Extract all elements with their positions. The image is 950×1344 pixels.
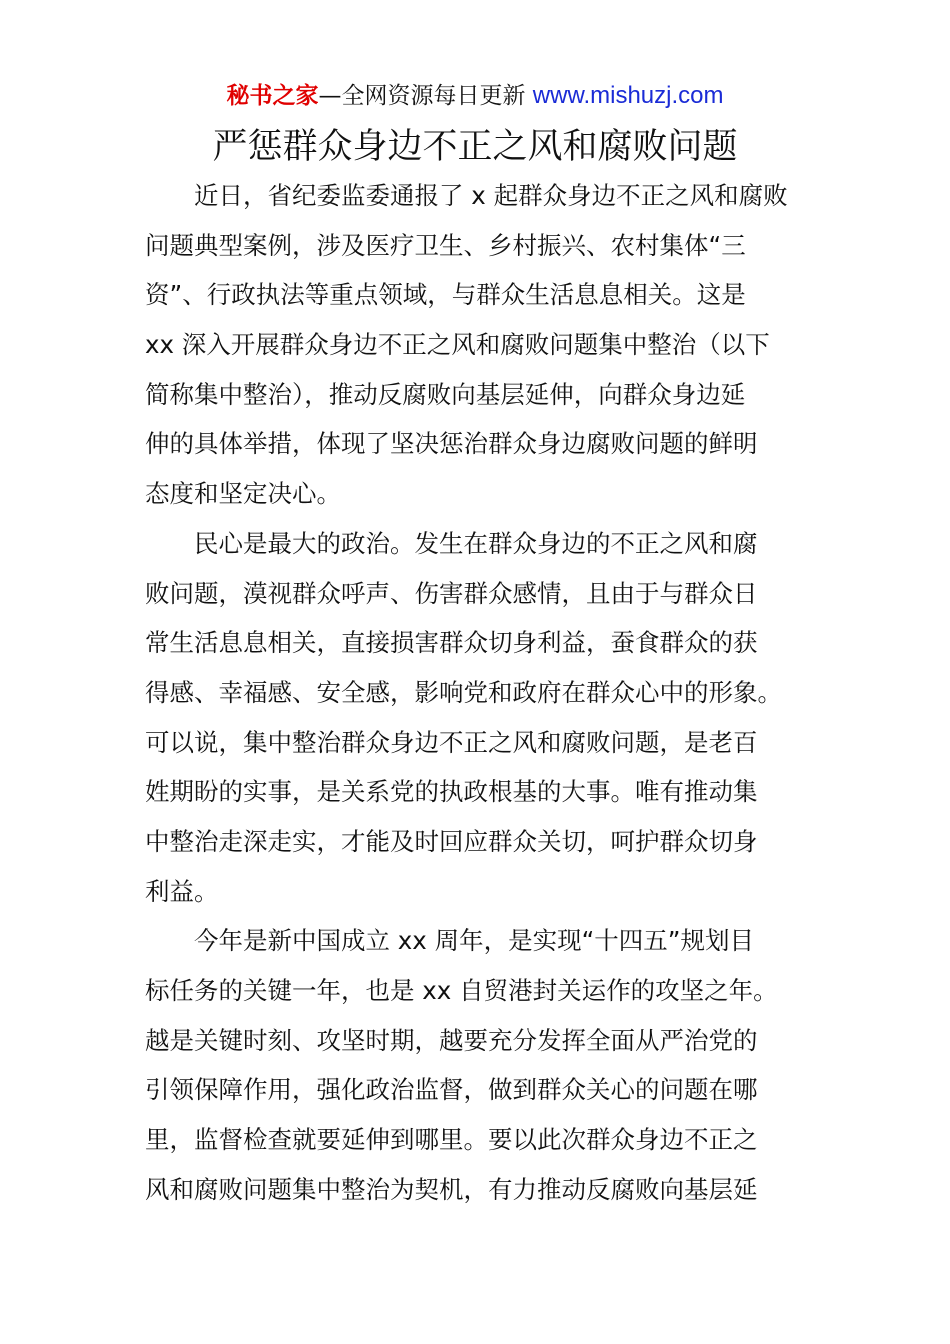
paragraph-line: 标任务的关键一年，也是 xx 自贸港封关运作的攻坚之年。 <box>145 976 778 1005</box>
document-body <box>145 171 815 1214</box>
paragraph-line: 利益。 <box>145 876 219 906</box>
paragraph-line: 态度和坚定决心。 <box>145 479 341 509</box>
paragraph-line: xx 深入开展群众身边不正之风和腐败问题集中整治（以下 <box>145 330 770 360</box>
paragraph-line: 资”、行政执法等重点领域，与群众生活息息相关。这是 <box>145 280 746 310</box>
paragraph-line: 引领保障作用，强化政治监督，做到群众关心的问题在哪 <box>145 1075 758 1105</box>
site-url-link[interactable]: www.mishuzj.com <box>532 82 724 109</box>
paragraph-line: 民心是最大的政治。发生在群众身边的不正之风和腐 <box>194 528 758 558</box>
paragraph-line: 中整治走深走实，才能及时回应群众关切，呵护群众切身 <box>145 826 758 856</box>
paragraph-line: 近日，省纪委监委通报了 x 起群众身边不正之风和腐败 <box>194 181 788 210</box>
paragraph-1 <box>145 171 815 519</box>
paragraph-line: 可以说，集中整治群众身边不正之风和腐败问题，是老百 <box>145 727 758 757</box>
paragraph-line: 里，监督检查就要延伸到哪里。要以此次群众身边不正之 <box>145 1125 758 1155</box>
site-header <box>0 80 950 112</box>
paragraph-2 <box>145 519 815 917</box>
paragraph-line: 今年是新中国成立 xx 周年，是实现“十四五”规划目 <box>194 926 754 956</box>
site-tagline: —全网资源每日更新 <box>318 83 526 109</box>
paragraph-line: 简称集中整治），推动反腐败向基层延伸，向群众身边延 <box>145 379 746 409</box>
document-title: 严惩群众身边不正之风和腐败问题 <box>212 127 738 167</box>
paragraph-line: 伸的具体举措，体现了坚决惩治群众身边腐败问题的鲜明 <box>145 429 758 459</box>
paragraph-line: 姓期盼的实事，是关系党的执政根基的大事。唯有推动集 <box>145 777 758 807</box>
site-brand: 秘书之家 <box>226 83 319 109</box>
paragraph-line: 常生活息息相关，直接损害群众切身利益，蚕食群众的获 <box>145 628 758 658</box>
paragraph-3 <box>145 916 815 1214</box>
paragraph-line: 败问题，漠视群众呼声、伤害群众感情，且由于与群众日 <box>145 578 758 608</box>
paragraph-line: 越是关键时刻、攻坚时期，越要充分发挥全面从严治党的 <box>145 1025 758 1055</box>
paragraph-line: 风和腐败问题集中整治为契机，有力推动反腐败向基层延 <box>145 1174 758 1204</box>
paragraph-line: 得感、幸福感、安全感，影响党和政府在群众心中的形象。 <box>145 677 782 707</box>
paragraph-line: 问题典型案例，涉及医疗卫生、乡村振兴、农村集体“三 <box>145 230 746 260</box>
